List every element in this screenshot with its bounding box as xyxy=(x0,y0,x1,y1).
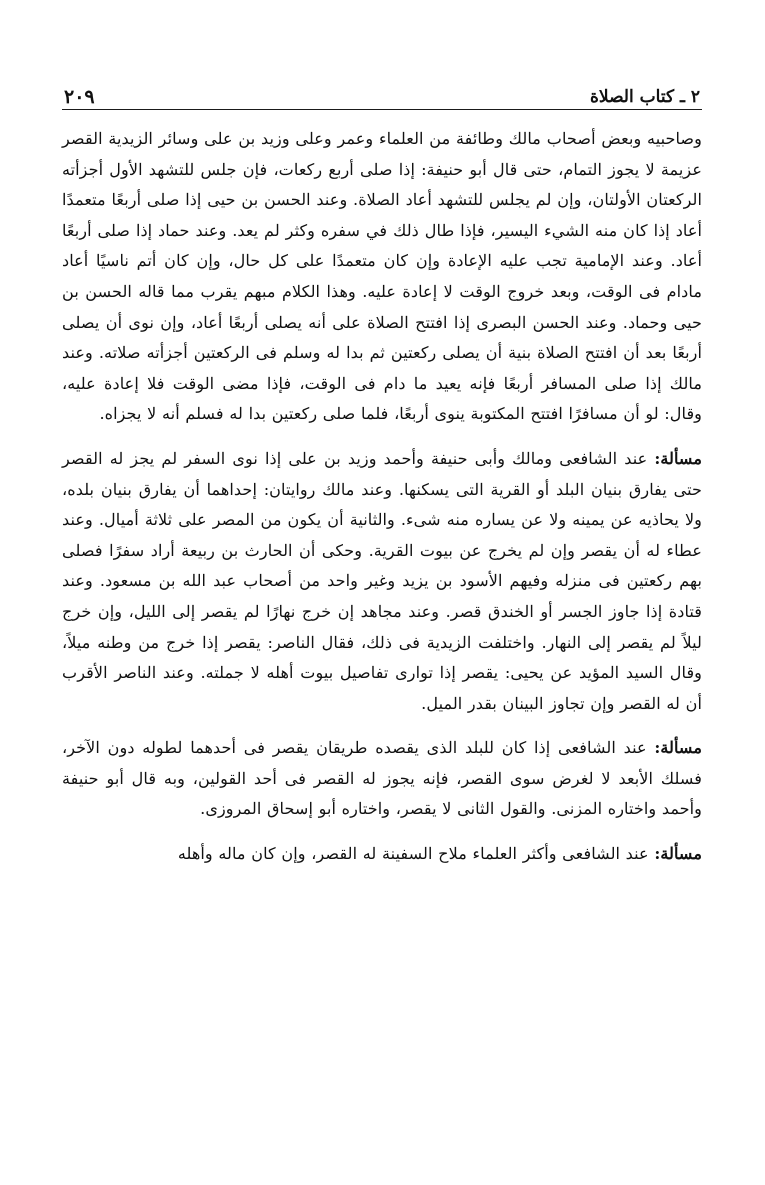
paragraph-1 xyxy=(62,124,702,430)
book-page xyxy=(62,78,702,1168)
paragraph-text: عند الشافعى إذا كان للبلد الذى يقصده طريقان يقصر فى أحدهما لطوله دون الآخر، فسلك الأبعد لا لغرض سوى القصر، فإنه يجوز له القصر فى أحد القولين، وبه قال أبو حنيفة وأحمد واختاره المزنى. والقول الثانى لا يقصر، واختاره أبو إسحاق المروزى. xyxy=(62,738,702,819)
page-number: ٢٠٩ xyxy=(64,86,95,108)
paragraph-3 xyxy=(62,733,702,825)
chapter-title: ٢ ـ كتاب الصلاة xyxy=(590,87,700,107)
issue-term: مسألة: xyxy=(654,448,702,468)
issue-term: مسألة: xyxy=(654,738,702,758)
issue-term: مسألة: xyxy=(654,844,702,864)
paragraph-2 xyxy=(62,444,702,719)
running-header xyxy=(62,78,702,110)
paragraph-text: عند الشافعى وأكثر العلماء ملاح السفينة له القصر، وإن كان ماله وأهله xyxy=(177,844,655,864)
paragraph-text: عند الشافعى ومالك وأبى حنيفة وأحمد وزيد بن على إذا نوى السفر لم يجز له القصر حتى يفارق بنيان البلد أو القرية التى يسكنها. وعند مالك روايتان: إحداهما أن يفارق بنيان بلده، ولا يحاذيه عن يمينه ولا عن يساره منه شىء. والثانية أن يكون من المصر على ثلاثة أميال. وعند عطاء له أن يقصر وإن لم يخرج عن بيوت القرية. وحكى أن الحارث بن ربيعة أراد سفرًا فصلى بهم ركعتين فى منزله وفيهم الأسود بن يزيد وغير واحد من أصحاب عبد الله بن مسعود. وعند قتادة إذا جاوز الجسر أو الخندق قصر. وعند مجاهد إن خرج نهارًا لم يقصر إلى الليل، وإن خرج ليلاً لم يقصر إلى النهار. واختلفت الزيدية فى ذلك، فقال الناصر: يقصر إذا خرج من وطنه ميلاً، وقال السيد المؤيد عن يحيى: يقصر إذا توارى تفاصيل بيوت أهله لا جملته. وعند الناصر الأقرب أن له القصر وإن تجاوز البينان بقدر الميل. xyxy=(62,448,702,713)
paragraph-4 xyxy=(62,839,702,870)
paragraph-text: وصاحبيه وبعض أصحاب مالك وطائفة من العلماء وعمر وعلى وزيد بن على وسائر الزيدية القصر عزيمة لا يجوز التمام، حتى قال أبو حنيفة: إذا صلى أربع ركعات، فإن جلس للتشهد الأول أجزأته الركعتان الأولتان، وإن لم يجلس للتشهد أعاد الصلاة. وعند الحسن بن حيى إذا صلى أربعًا متعمدًا أعاد إذا كان منه الشيء اليسير، فإذا طال ذلك في سفره وكثر لم يعد. وعند حماد إذا صلى أربعًا أعاد. وعند الإمامية تجب عليه الإعادة وإن كان متعمدًا على كل حال، وإن كان أتم ناسيًا أعاد مادام فى الوقت، وبعد خروج الوقت لا إعادة عليه. وهذا الكلام مبهم يقرب مما قاله الحسن بن حيى وحماد. وعند الحسن البصرى إذا افتتح الصلاة على أنه يصلى أربعًا أعاد، وإن نوى أن يصلى أربعًا بعد أن افتتح الصلاة بنية أن يصلى ركعتين ثم بدا له وسلم فى الركعتين أجزأته صلاته. وعند مالك إذا صلى المسافر أربعًا فإنه يعيد ما دام فى الوقت، فإذا مضى الوقت فلا إعادة عليه، وقال: لو أن مسافرًا افتتح المكتوبة ينوى أربعًا، فلما صلى ركعتين بدا له فسلم أنه لا يجزاه. xyxy=(62,129,702,424)
